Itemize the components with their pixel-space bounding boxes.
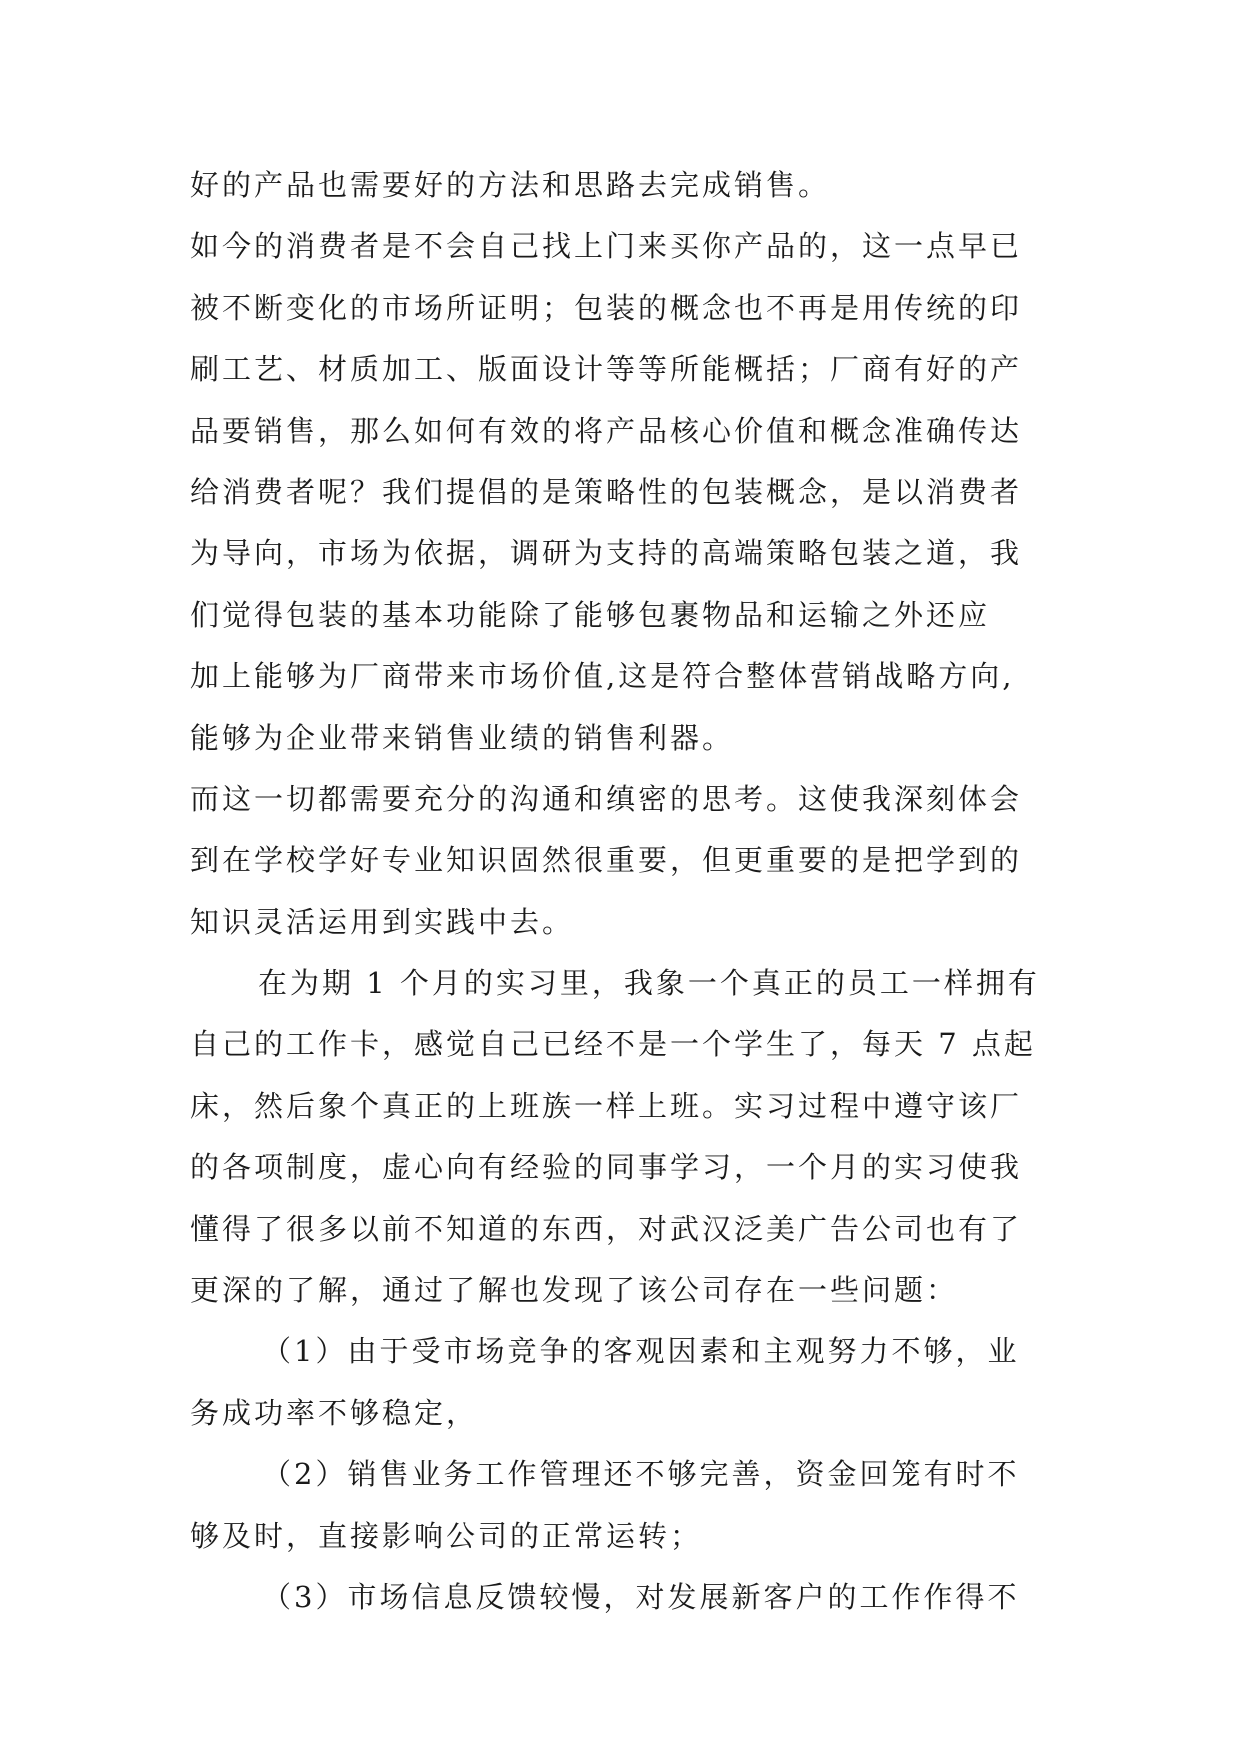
text-line: 好的产品也需要好的方法和思路去完成销售。: [190, 168, 831, 202]
text-line: 而这一切都需要充分的沟通和缜密的思考。这使我深刻体会: [190, 781, 1023, 816]
text-line: 自己的工作卡，感觉自己已经不是一个学生了，每天 7 点起: [190, 1027, 1036, 1062]
text-line: 能够为企业带来销售业绩的销售利器。: [190, 720, 735, 755]
list-item-line: （2）销售业务工作管理还不够完善，资金回笼有时不: [262, 1457, 1020, 1492]
text-line: 床，然后象个真正的上班族一样上班。实习过程中遵守该厂: [190, 1088, 1023, 1123]
text-line: 品要销售，那么如何有效的将产品核心价值和概念准确传达: [190, 413, 1023, 448]
text-line: 的各项制度，虚心向有经验的同事学习，一个月的实习使我: [190, 1150, 1023, 1185]
text-line: 知识灵活运用到实践中去。: [190, 904, 575, 939]
text-line: 懂得了很多以前不知道的东西，对武汉泛美广告公司也有了: [190, 1211, 1023, 1246]
text-line: 为导向，市场为依据，调研为支持的高端策略包装之道，我: [190, 536, 1023, 571]
text-line: 在为期 1 个月的实习里，我象一个真正的员工一样拥有: [258, 966, 1040, 1001]
text-line: 更深的了解，通过了解也发现了该公司存在一些问题：: [190, 1273, 959, 1308]
text-line: 如今的消费者是不会自己找上门来买你产品的，这一点早已: [190, 229, 1023, 264]
text-line: 们觉得包装的基本功能除了能够包裹物品和运输之外还应: [190, 597, 991, 632]
text-line: 够及时，直接影响公司的正常运转；: [190, 1518, 703, 1553]
text-line: 刷工艺、材质加工、版面设计等等所能概括；厂商有好的产: [190, 352, 1023, 387]
list-item-line: （1）由于受市场竞争的客观因素和主观努力不够，业: [262, 1334, 1020, 1369]
text-line: 被不断变化的市场所证明；包装的概念也不再是用传统的印: [190, 290, 1023, 325]
text-line: 到在学校学好专业知识固然很重要，但更重要的是把学到的: [190, 843, 1023, 878]
text-line: 加上能够为厂商带来市场价值,这是符合整体营销战略方向,: [190, 659, 1015, 694]
text-line: 务成功率不够稳定，: [190, 1395, 479, 1430]
document-body: [190, 155, 1060, 1628]
list-item-line: （3）市场信息反馈较慢，对发展新客户的工作作得不: [262, 1579, 1020, 1614]
text-line: 给消费者呢？我们提倡的是策略性的包装概念，是以消费者: [190, 474, 1023, 509]
